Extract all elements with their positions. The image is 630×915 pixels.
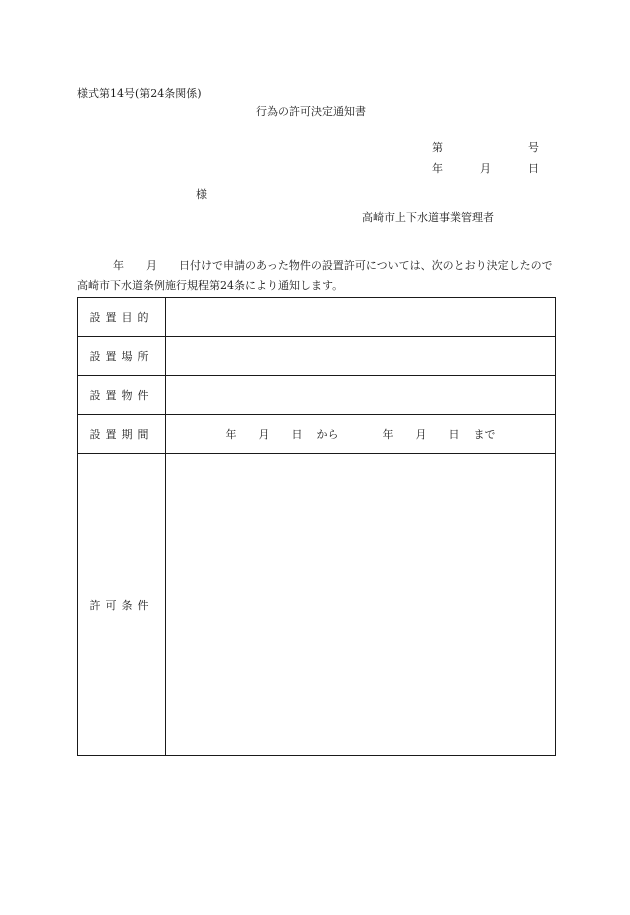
permit-table <box>77 297 556 756</box>
conditions-value <box>166 454 556 756</box>
conditions-label: 許可条件 <box>78 454 166 756</box>
period-to-month: 月 <box>415 428 427 441</box>
table-row <box>78 337 556 376</box>
object-label: 設置物件 <box>78 376 166 415</box>
period-from-word: から <box>316 428 339 441</box>
purpose-label: 設置目的 <box>78 298 166 337</box>
body-text: 日付けで申請のあった物件の設置許可については、次のとおり決定したので高崎市下水道条例施行規程第24条により通知します。 <box>77 259 553 292</box>
period-from-year: 年 <box>225 428 237 441</box>
document-number-prefix: 第 <box>432 141 443 154</box>
date-day: 日 <box>528 162 539 175</box>
document-number-suffix: 号 <box>528 141 539 154</box>
location-value <box>166 337 556 376</box>
table-row <box>78 298 556 337</box>
period-value <box>166 415 556 454</box>
body-year: 年 <box>113 259 124 272</box>
period-label: 設置期間 <box>78 415 166 454</box>
table-row <box>78 376 556 415</box>
period-to-day: 日 <box>448 428 460 441</box>
date-year: 年 <box>432 162 443 175</box>
period-to-word: まで <box>473 428 496 441</box>
date-month: 月 <box>480 162 491 175</box>
location-label: 設置場所 <box>78 337 166 376</box>
addressee-suffix: 様 <box>196 188 207 201</box>
table-row <box>78 415 556 454</box>
period-from-day: 日 <box>291 428 303 441</box>
body-paragraph <box>77 256 557 296</box>
table-row <box>78 454 556 756</box>
period-to-year: 年 <box>382 428 394 441</box>
body-month: 月 <box>146 259 157 272</box>
object-value <box>166 376 556 415</box>
document-title: 行為の許可決定通知書 <box>256 105 366 118</box>
period-from-month: 月 <box>258 428 270 441</box>
issuer-name: 高崎市上下水道事業管理者 <box>362 211 494 224</box>
form-number: 様式第14号(第24条関係) <box>77 87 202 100</box>
purpose-value <box>166 298 556 337</box>
